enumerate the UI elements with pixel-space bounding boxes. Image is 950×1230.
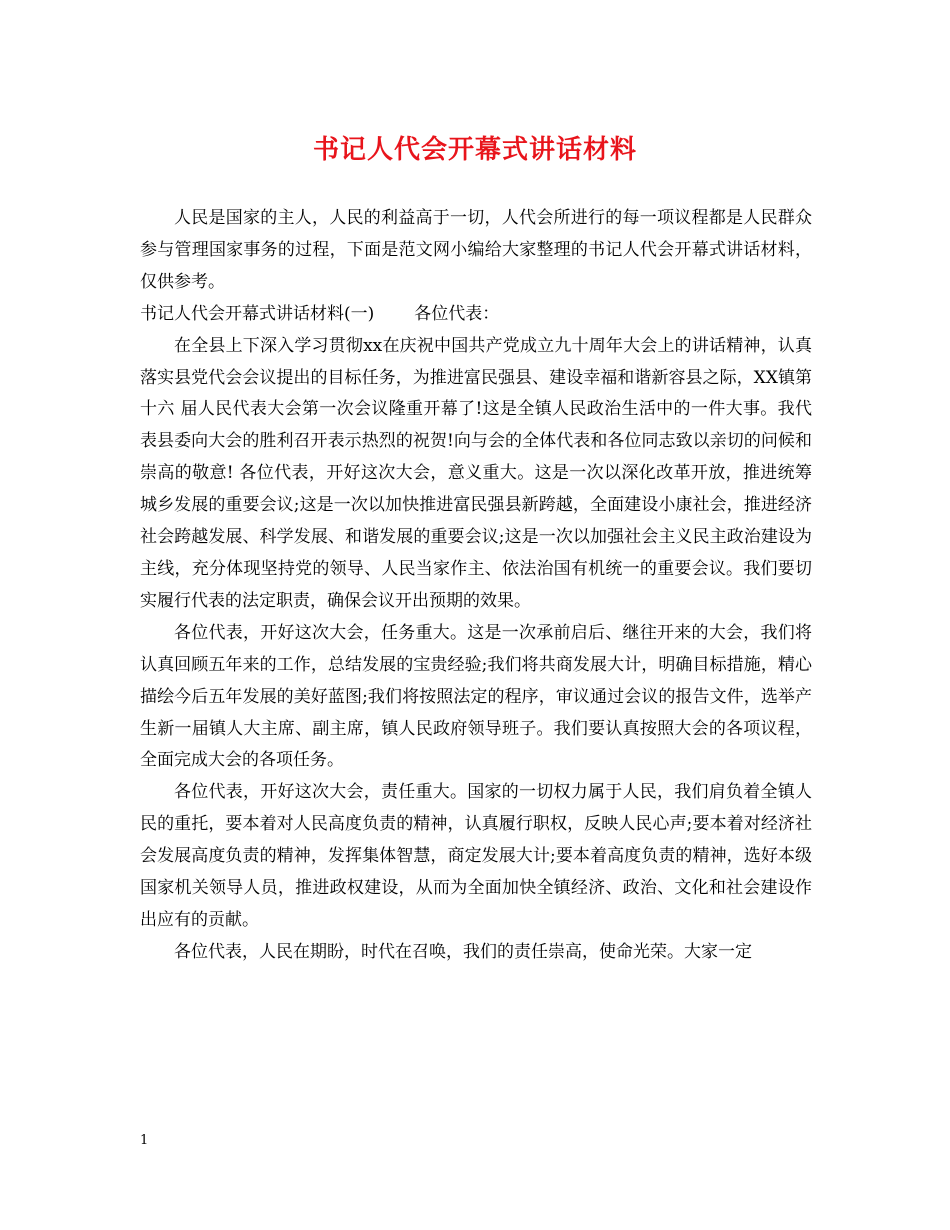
salutation: 各位代表： — [414, 303, 500, 324]
document-title: 书记人代会开幕式讲话材料 — [312, 135, 637, 165]
document-body — [140, 203, 812, 969]
body-paragraph-2: 各位代表，开好这次大会，任务重大。这是一次承前启后、继往开来的大会，我们将认真回顾五年来的工作，总结发展的宝贵经验;我们将共商发展大计，明确目标措施，精心描绘今后五年发展的美好蓝图;我们将按照法定的程序，审议通过会议的报告文件，选举产生新一届镇人大主席、副主席，镇人民政府领导班子。我们要认真按照大会的各项议程，全面完成大会的各项任务。 — [140, 622, 812, 771]
page-number: 1 — [140, 1133, 149, 1148]
intro-paragraph: 人民是国家的主人，人民的利益高于一切，人代会所进行的每一项议程都是人民群众参与管理国家事务的过程，下面是范文网小编给大家整理的书记人代会开幕式讲话材料，仅供参考。 — [140, 208, 812, 292]
section-heading: 书记人代会开幕式讲话材料(一) — [140, 303, 375, 324]
body-paragraph-3: 各位代表，开好这次大会，责任重大。国家的一切权力属于人民，我们肩负着全镇人民的重托，要本着对人民高度负责的精神，认真履行职权，反映人民心声;要本着对经济社会发展高度负责的精神，发挥集体智慧，商定发展大计;要本着高度负责的精神，选好本级国家机关领导人员，推进政权建设，从而为全面加快全镇经济、政治、文化和社会建设作出应有的贡献。 — [140, 782, 812, 930]
body-paragraph-4: 各位代表，人民在期盼，时代在召唤，我们的责任崇高，使命光荣。大家一定 — [174, 941, 752, 962]
section-heading-line — [140, 299, 812, 331]
body-paragraph-1: 在全县上下深入学习贯彻xx在庆祝中国共产党成立九十周年大会上的讲话精神，认真落实县党代会会议提出的目标任务，为推进富民强县、建设幸福和谐新容县之际，XX镇第十六 届人民代表大会第一次会议隆重开幕了!这是全镇人民政治生活中的一件大事。我代表县委向大会的胜利召开表示热烈的祝贺!向与会的全体代表和各位同志致以亲切的问候和崇高的敬意! 各位代表，开好这次大会，意义重大。这是一次以深化改革开放，推进统筹城乡发展的重要会议;这是一次以加快推进富民强县新跨越，全面建设小康社会，推进经济社会跨越发展、科学发展、和谐发展的重要会议;这是一次以加强社会主义民主政治建设为主线，充分体现坚持党的领导、人民当家作主、依法治国有机统一的重要会议。我们要切实履行代表的法定职责，确保会议开出预期的效果。 — [140, 335, 812, 611]
